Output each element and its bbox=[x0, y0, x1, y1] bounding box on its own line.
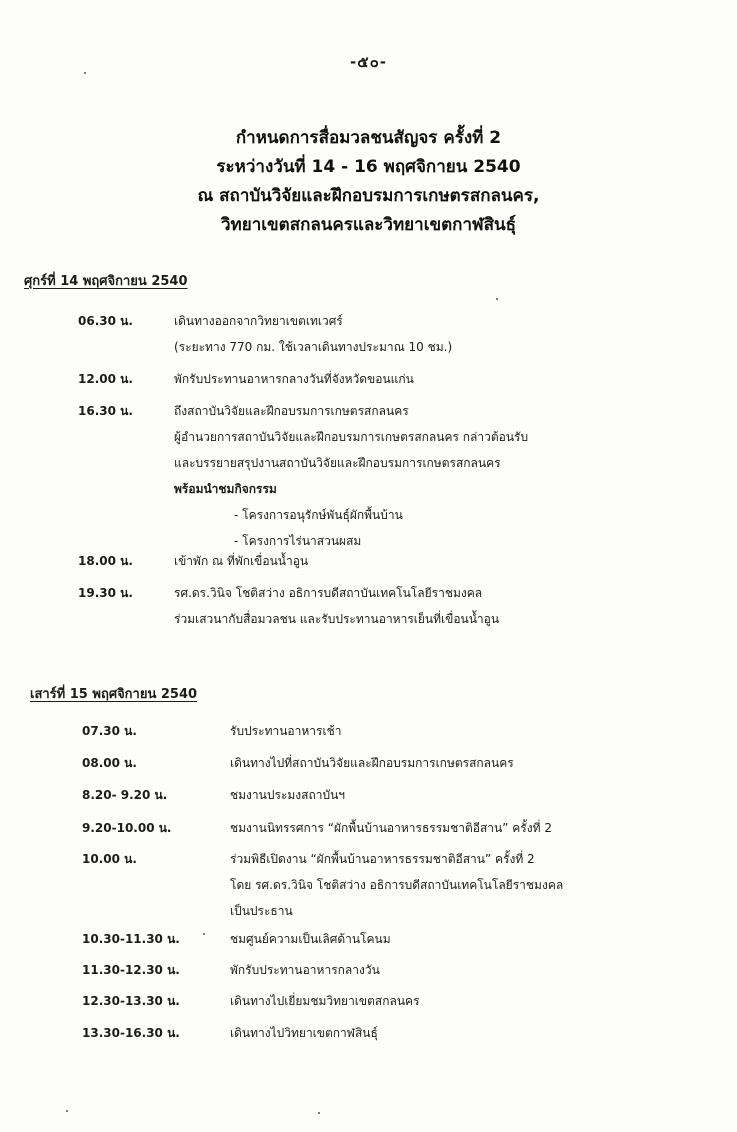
item-subline: - โครงการอนุรักษ์พันธุ์ผักพื้นบ้าน bbox=[234, 508, 403, 522]
title-line-3: ณ สถาบันวิจัยและฝึกอบรมการเกษตรสกลนคร, bbox=[197, 186, 540, 206]
item-line: ร่วมพิธีเปิดงาน “ผักพื้นบ้านอาหารธรรมชาติอีสาน” ครั้งที่ 2 bbox=[230, 852, 535, 866]
title-line-4: วิทยาเขตสกลนครและวิทยาเขตกาฬสินธุ์ bbox=[220, 215, 516, 235]
item-time: 07.30 น. bbox=[82, 724, 137, 738]
item-line: เป็นประธาน bbox=[230, 904, 293, 918]
item-line: เดินทางไปวิทยาเขตกาฬสินธุ์ bbox=[230, 1026, 378, 1040]
item-line: พักรับประทานอาหารกลางวันที่จังหวัดขอนแก่น bbox=[174, 372, 414, 386]
item-line: เดินทางออกจากวิทยาเขตเทเวศร์ bbox=[174, 314, 343, 328]
item-time: 08.00 น. bbox=[82, 756, 137, 770]
title-line-1: กำหนดการสื่อมวลชนสัญจร ครั้งที่ 2 bbox=[235, 128, 502, 148]
item-time: 13.30-16.30 น. bbox=[82, 1026, 180, 1040]
title-line-2: ระหว่างวันที่ 14 - 16 พฤศจิกายน 2540 bbox=[216, 157, 521, 177]
scan-speck bbox=[84, 72, 86, 74]
item-line: ชมศูนย์ความเป็นเลิศด้านโคนม bbox=[230, 932, 391, 946]
item-line: พักรับประทานอาหารกลางวัน bbox=[230, 963, 380, 977]
item-time: 11.30-12.30 น. bbox=[82, 963, 180, 977]
item-line: ผู้อำนวยการสถาบันวิจัยและฝึกอบรมการเกษตรสกลนคร กล่าวต้อนรับ bbox=[174, 430, 529, 444]
item-subline: - โครงการไร่นาสวนผสม bbox=[234, 534, 362, 548]
scan-speck bbox=[66, 1110, 68, 1112]
day-heading-saturday: เสาร์ที่ 15 พฤศจิกายน 2540 bbox=[30, 687, 198, 702]
item-line: พร้อมนำชมกิจกรรม bbox=[174, 482, 277, 496]
item-line: รับประทานอาหารเช้า bbox=[230, 724, 342, 738]
item-line: ชมงานประมงสถาบันฯ bbox=[230, 788, 346, 802]
scan-speck bbox=[203, 933, 205, 935]
day-heading-friday: ศุกร์ที่ 14 พฤศจิกายน 2540 bbox=[24, 274, 188, 289]
item-time: 18.00 น. bbox=[78, 554, 133, 568]
item-line: เดินทางไปที่สถาบันวิจัยและฝึกอบรมการเกษตรสกลนคร bbox=[230, 756, 514, 770]
item-time: 9.20-10.00 น. bbox=[82, 821, 172, 835]
item-line: ถึงสถาบันวิจัยและฝึกอบรมการเกษตรสกลนคร bbox=[174, 404, 409, 418]
scan-speck bbox=[496, 298, 498, 300]
scan-speck bbox=[318, 1112, 320, 1114]
item-time: 10.00 น. bbox=[82, 852, 137, 866]
item-line: โดย รศ.ดร.วินิจ โชติสว่าง อธิการบดีสถาบันเทคโนโลยีราชมงคล bbox=[230, 878, 564, 892]
item-time: 10.30-11.30 น. bbox=[82, 932, 180, 946]
item-line: (ระยะทาง 770 กม. ใช้เวลาเดินทางประมาณ 10 ชม.) bbox=[174, 340, 453, 354]
item-line: เข้าพัก ณ ที่พักเขื่อนน้ำอูน bbox=[174, 554, 309, 568]
item-time: 16.30 น. bbox=[78, 404, 133, 418]
item-time: 12.30-13.30 น. bbox=[82, 994, 180, 1008]
item-time: 19.30 น. bbox=[78, 586, 133, 600]
item-time: 8.20- 9.20 น. bbox=[82, 788, 168, 802]
item-line: ร่วมเสวนากับสื่อมวลชน และรับประทานอาหารเย็นที่เขื่อนน้ำอูน bbox=[174, 612, 500, 626]
item-line: เดินทางไปเยี่ยมชมวิทยาเขตสกลนคร bbox=[230, 994, 420, 1008]
page-number: -๕๐- bbox=[350, 53, 387, 71]
item-time: 12.00 น. bbox=[78, 372, 133, 386]
item-line: รศ.ดร.วินิจ โชติสว่าง อธิการบดีสถาบันเทคโนโลยีราชมงคล bbox=[174, 586, 483, 600]
item-line: และบรรยายสรุปงานสถาบันวิจัยและฝึกอบรมการเกษตรสกลนคร bbox=[174, 456, 501, 470]
item-line: ชมงานนิทรรศการ “ผักพื้นบ้านอาหารธรรมชาติอีสาน” ครั้งที่ 2 bbox=[230, 821, 552, 835]
item-time: 06.30 น. bbox=[78, 314, 133, 328]
